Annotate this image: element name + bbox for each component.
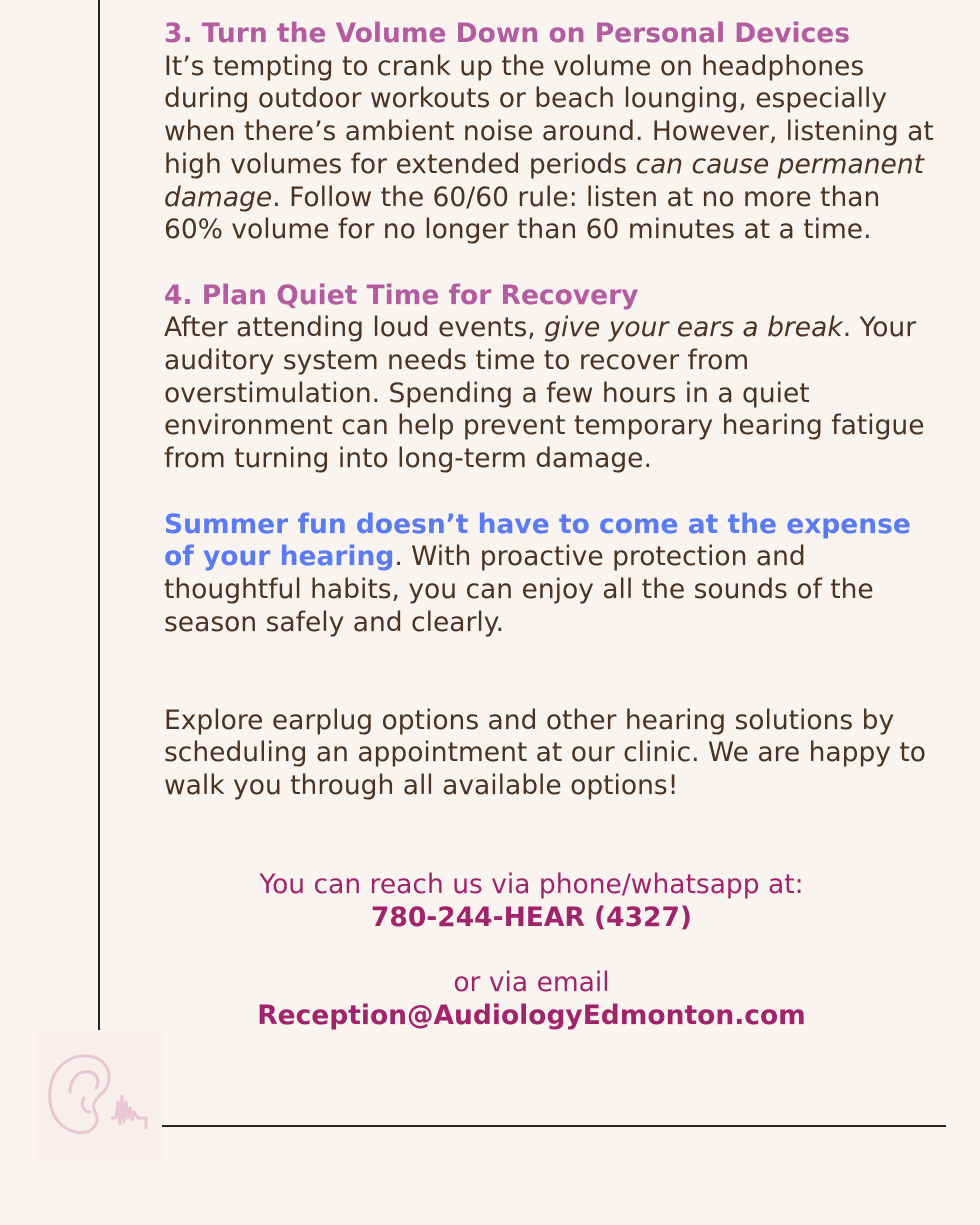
phone-number[interactable]: 780-244-HEAR (4327) xyxy=(370,901,693,933)
section-3-text-before: It’s tempting to crank up the volume on headphones during outdoor workouts or beach lounging, especially when there’s ambient noise around. However, listening at high volumes for extended periods xyxy=(164,50,934,180)
section-4-emphasis: give your ears a break xyxy=(544,312,843,344)
closing-highlight: Summer fun doesn’t have to come at the expense of your hearing xyxy=(164,508,911,573)
left-vertical-divider xyxy=(98,0,100,1030)
section-3-body xyxy=(164,51,934,247)
bottom-horizontal-divider xyxy=(162,1125,946,1127)
ear-soundwave-logo-icon xyxy=(36,1032,164,1160)
section-4-heading: 4. Plan Quiet Time for Recovery xyxy=(164,279,639,311)
clinic-logo xyxy=(36,1032,164,1160)
email-address[interactable]: Reception@AudiologyEdmonton.com xyxy=(257,999,806,1031)
contact-block xyxy=(164,869,899,1033)
article-content xyxy=(164,18,934,803)
email-intro: or via email xyxy=(453,967,610,999)
section-4-text-after: . Your auditory system needs time to recover from overstimulation. Spending a few hours in a quiet environment can help prevent temporary hearing fatigue from turning into long-term damage. xyxy=(164,312,925,475)
section-4-body xyxy=(164,312,934,476)
phone-intro: You can reach us via phone/whatsapp at: xyxy=(259,869,804,900)
closing-paragraph xyxy=(164,509,934,640)
section-3-heading: 3. Turn the Volume Down on Personal Devices xyxy=(164,18,851,49)
section-3-emphasis: can cause permanent damage xyxy=(164,148,925,213)
section-4-text-before: After attending loud events, xyxy=(164,312,545,344)
closing-text: . With proactive protection and thoughtful habits, you can enjoy all the sounds of the season safely and clearly. xyxy=(164,541,874,638)
cta-paragraph: Explore earplug options and other hearing solutions by scheduling an appointment at our clinic. We are happy to walk you through all available options! xyxy=(164,704,926,802)
section-3-text-after: . Follow the 60/60 rule: listen at no more than 60% volume for no longer than 60 minutes at a time. xyxy=(164,181,881,246)
